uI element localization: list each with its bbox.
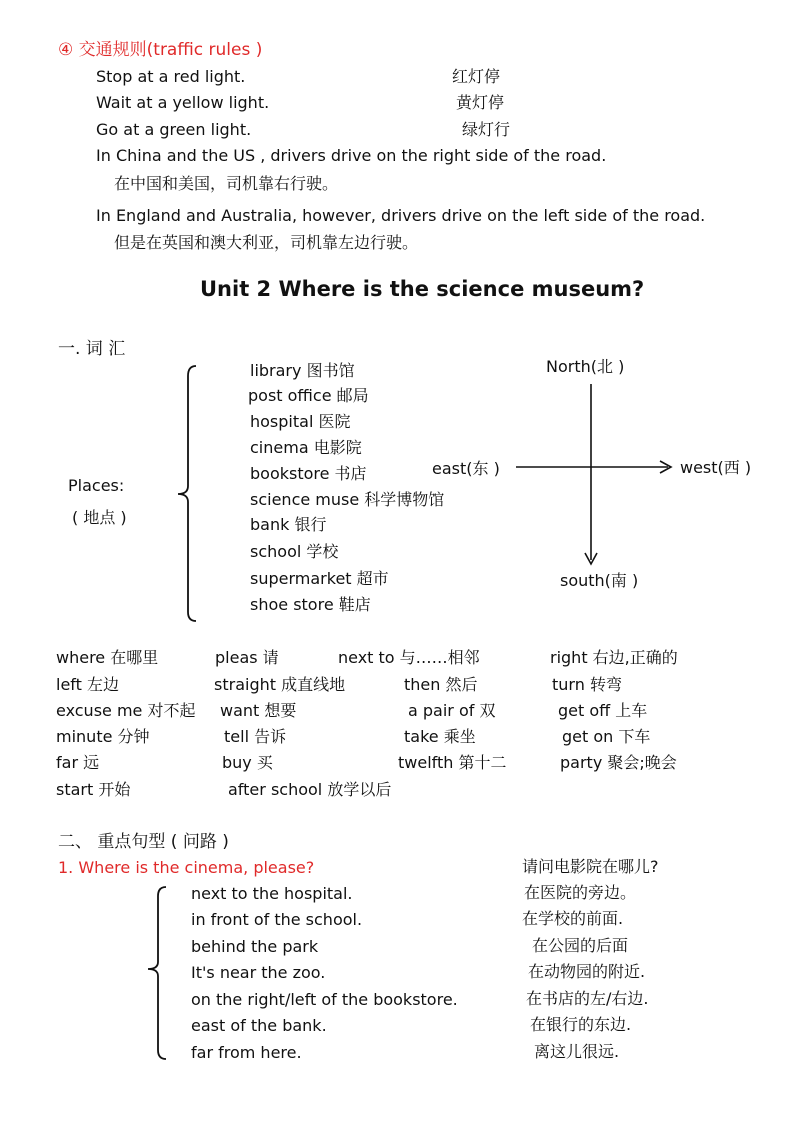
place-item: library 图书馆 [250, 361, 355, 380]
word-item: get off 上车 [558, 701, 648, 720]
rule-zh-3: 绿灯行 [462, 120, 511, 139]
compass-west: west(西 ) [680, 458, 752, 477]
place-item: supermarket 超市 [250, 569, 389, 588]
word-item: turn 转弯 [552, 675, 622, 694]
vocab-heading: 一. 词 汇 [58, 339, 126, 359]
answer-en: east of the bank. [191, 1016, 327, 1035]
note-zh-1: 在中国和美国，司机靠右行驶。 [114, 174, 339, 193]
sentences-heading: 二、 重点句型 ( 问路 ) [58, 832, 229, 852]
unit-title: Unit 2 Where is the science museum? [200, 277, 645, 301]
word-item: right 右边,正确的 [550, 648, 678, 667]
word-item: excuse me 对不起 [56, 701, 196, 720]
rule-en-2: Wait at a yellow light. [96, 93, 270, 112]
question-zh: 请问电影院在哪儿? [522, 857, 659, 876]
word-item: tell 告诉 [224, 727, 287, 746]
place-item: bookstore 书店 [250, 464, 367, 483]
word-item: after school 放学以后 [228, 780, 392, 799]
places-label-zh: ( 地点 ) [72, 508, 127, 527]
word-item: twelfth 第十二 [398, 753, 507, 772]
word-item: take 乘坐 [404, 727, 476, 746]
compass-east: east(东 ) [432, 459, 500, 478]
answer-en: behind the park [191, 937, 319, 956]
answer-en: next to the hospital. [191, 884, 353, 903]
word-item: next to 与……相邻 [338, 648, 480, 667]
word-item: want 想要 [220, 701, 297, 720]
answer-zh: 在医院的旁边。 [524, 883, 637, 902]
rule-zh-2: 黄灯停 [456, 93, 505, 112]
word-item: left 左边 [56, 675, 120, 694]
answer-zh: 离这儿很远. [534, 1042, 620, 1061]
answers-bracket [148, 887, 166, 1059]
word-item: far 远 [56, 753, 100, 772]
compass-south: south(南 ) [560, 571, 639, 590]
rule-en-1: Stop at a red light. [96, 67, 246, 86]
answer-en: on the right/left of the bookstore. [191, 990, 458, 1009]
note-en-1: In China and the US , drivers drive on the right side of the road. [96, 146, 607, 165]
note-zh-2: 但是在英国和澳大利亚，司机靠左边行驶。 [114, 233, 419, 252]
word-item: party 聚会;晚会 [560, 753, 677, 772]
places-label: Places: [68, 476, 125, 495]
compass-north: North(北 ) [546, 357, 625, 376]
word-item: start 开始 [56, 780, 131, 799]
place-item: post office 邮局 [248, 386, 369, 405]
answer-zh: 在动物园的附近. [528, 962, 646, 981]
word-item: where 在哪里 [56, 648, 159, 667]
answer-en: It's near the zoo. [191, 963, 326, 982]
word-item: then 然后 [404, 675, 478, 694]
word-item: get on 下车 [562, 727, 651, 746]
answer-zh: 在学校的前面. [522, 909, 624, 928]
word-item: buy 买 [222, 753, 273, 772]
answer-zh: 在银行的东边. [530, 1015, 632, 1034]
note-en-2: In England and Australia, however, drivers drive on the left side of the road. [96, 206, 706, 225]
place-item: bank 银行 [250, 515, 327, 534]
place-item: science muse 科学博物馆 [250, 490, 445, 509]
word-item: minute 分钟 [56, 727, 150, 746]
answer-zh: 在书店的左/右边. [526, 989, 649, 1008]
answer-zh: 在公园的后面 [532, 936, 629, 955]
place-item: hospital 医院 [250, 412, 351, 431]
question-en: 1. Where is the cinema, please? [58, 858, 315, 877]
place-item: school 学校 [250, 542, 339, 561]
word-item: pleas 请 [215, 648, 279, 667]
rule-zh-1: 红灯停 [452, 67, 501, 86]
traffic-heading: ④ 交通规则(traffic rules ) [58, 40, 263, 60]
word-item: a pair of 双 [408, 701, 496, 720]
answer-en: in front of the school. [191, 910, 363, 929]
word-item: straight 成直线地 [214, 675, 346, 694]
place-item: cinema 电影院 [250, 438, 362, 457]
answer-en: far from here. [191, 1043, 302, 1062]
rule-en-3: Go at a green light. [96, 120, 252, 139]
place-item: shoe store 鞋店 [250, 595, 371, 614]
places-bracket [178, 366, 196, 621]
